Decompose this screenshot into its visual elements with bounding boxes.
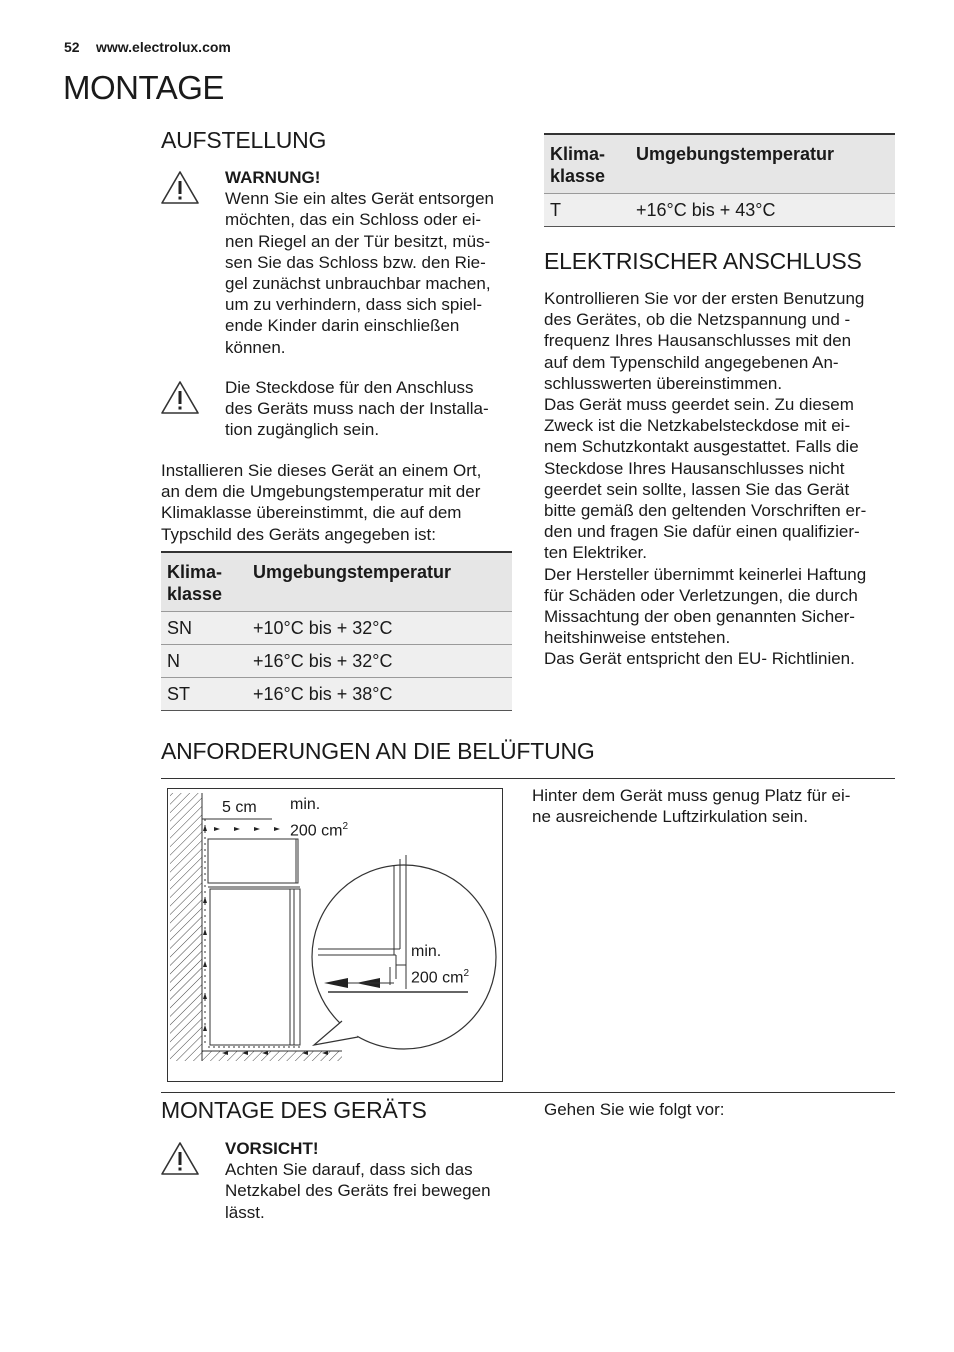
text-line: geerdet sein sollte, lassen Sie das Gerät [544,479,850,499]
caution-line: Achten Sie darauf, dass sich das [225,1160,473,1180]
text-line: frequenz Ihres Hausanschlusses mit den [544,331,852,351]
table-cell: T [544,194,630,227]
text-line: schlusswerten übereinstimmen. [544,373,783,393]
warning-line: sen Sie das Schloss bzw. den Rie- [225,252,486,272]
text-line: den und fragen Sie dafür einen qualifizier- [544,522,860,542]
note-line: Die Steckdose für den Anschluss [225,378,474,397]
warning-line: Wenn Sie ein altes Gerät entsorgen [225,189,495,209]
note-text [225,377,515,441]
page-title: MONTAGE [63,69,224,106]
table-row [161,612,512,645]
warning-text [225,188,515,358]
text-line: ten Elektriker. [544,543,647,563]
warning-triangle-icon [160,1141,200,1177]
divider [161,778,895,779]
area-value: 200 cm [411,969,464,987]
table-header-row [161,552,512,612]
intro-line: Installieren Sie dieses Gerät an einem Ort, [161,461,482,480]
intro-paragraph [161,460,521,545]
text-line: Das Gerät muss geerdet sein. Zu diesem [544,395,854,415]
table-row [161,645,512,678]
table-cell: N [161,645,247,678]
superscript: 2 [463,968,470,979]
caution-title: VORSICHT! [225,1139,319,1158]
superscript: 2 [342,821,349,832]
table-cell: +16°C bis + 38°C [247,678,512,711]
intro-line: Typschild des Geräts angegeben ist: [161,524,436,544]
table-cell: +10°C bis + 32°C [247,612,512,645]
climate-class-table-t [544,133,895,227]
text-line: Missachtung der oben genannten Sicher- [544,607,855,627]
warning-line: nen Riegel an der Tür besitzt, müs- [225,231,491,251]
intro-line: Klimaklasse übereinstimmt, die auf dem [161,503,462,523]
divider [161,1092,895,1093]
table-header-cell: Umgebungstemperatur [247,552,512,612]
area-label-top [290,816,348,841]
warning-title: WARNUNG! [225,168,321,187]
website-link[interactable]: www.electrolux.com [96,39,231,55]
note-line: tion zugänglich sein. [225,420,380,440]
table-header-cell: Klima- klasse [161,552,247,612]
warning-line: um zu verhindern, dass sich spiel- [225,295,483,315]
min-label-zoom: min. [411,943,442,960]
table-cell: +16°C bis + 43°C [630,194,895,227]
table-cell: +16°C bis + 32°C [247,645,512,678]
caution-block [225,1138,525,1223]
section-heading-elektrischer-anschluss: ELEKTRISCHER ANSCHLUSS [544,248,862,274]
intro-line: an dem die Umgebungstemperatur mit der [161,482,481,502]
text-line: Zweck ist die Netzkabelsteckdose mit ei- [544,416,851,436]
gap-label: 5 cm [222,799,257,816]
table-row [544,194,895,227]
section-heading-belueftung: ANFORDERUNGEN AN DIE BELÜFTUNG [161,738,595,764]
warning-block [225,167,515,358]
text-line: bitte gemäß den geltenden Vorschriften er- [544,501,867,521]
table-row [161,678,512,711]
warning-line: möchten, das ein Schloss oder ei- [225,210,482,230]
table-header-cell: Umgebungstemperatur [630,134,895,194]
procedure-intro: Gehen Sie wie folgt vor: [544,1100,725,1119]
table-header-cell: Klima- klasse [544,134,630,194]
climate-class-table [161,551,512,711]
warning-triangle-icon [160,380,200,416]
text-line: Kontrollieren Sie vor der ersten Benutzung [544,289,865,308]
section-heading-aufstellung: AUFSTELLUNG [161,127,327,153]
text-line: heitshinweise entstehen. [544,628,731,648]
text-line: für Schäden oder Verletzungen, die durch [544,585,858,605]
text-line: Das Gerät entspricht den EU- Richtlinien. [544,649,855,669]
caution-line: lässt. [225,1202,265,1222]
note-line: des Geräts muss nach der Installa- [225,399,489,419]
ventilation-text [532,785,892,827]
warning-line: können. [225,337,286,357]
area-label-zoom [411,963,469,988]
table-cell: SN [161,612,247,645]
electrical-paragraph [544,288,904,670]
warning-line: gel zunächst unbrauchbar machen, [225,274,491,294]
section-heading-montage-geraet: MONTAGE DES GERÄTS [161,1097,427,1123]
min-label-top: min. [290,796,321,813]
warning-triangle-icon [160,170,200,206]
text-line: ne ausreichende Luftzirkulation sein. [532,807,808,827]
text-line: auf dem Typenschild angegebenen An- [544,352,839,372]
text-line: Hinter dem Gerät muss genug Platz für ei- [532,786,851,805]
ventilation-figure [167,788,503,1082]
text-line: des Gerätes, ob die Netzspannung und - [544,310,851,330]
table-header-row [544,134,895,194]
area-value: 200 cm [290,822,343,840]
caution-line: Netzkabel des Geräts frei bewegen [225,1181,491,1201]
text-line: Der Hersteller übernimmt keinerlei Haftung [544,564,867,584]
table-cell: ST [161,678,247,711]
text-line: nem Schutzkontakt ausgestattet. Falls die [544,437,859,457]
warning-line: ende Kinder darin einschließen [225,316,460,336]
page-number: 52 [64,39,80,55]
text-line: Steckdose Ihres Hausanschlusses nicht [544,458,845,478]
